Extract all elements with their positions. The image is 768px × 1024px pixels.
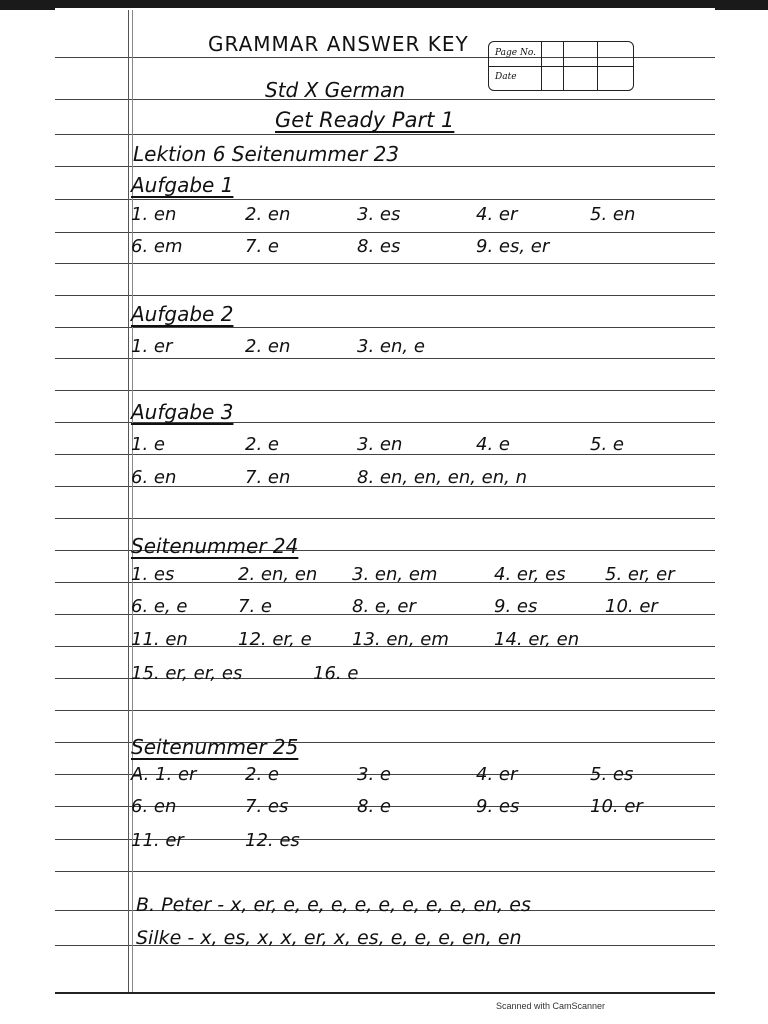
section-heading: Aufgabe 2 — [131, 302, 234, 326]
answer-item: 3. en, e — [357, 336, 425, 357]
section-heading: Seitenummer 24 — [131, 534, 299, 558]
part-title: Get Ready Part 1 — [275, 108, 455, 132]
answer-item: 8. e, er — [352, 596, 416, 617]
page-box-divider — [489, 66, 633, 67]
answer-item: 1. es — [131, 564, 175, 585]
answer-item: 9. es, er — [476, 236, 550, 257]
part-b-line: Silke - x, es, x, x, er, x, es, e, e, e, en, en — [136, 927, 522, 949]
page-subtitle: Std X German — [265, 78, 406, 102]
ruled-line — [55, 518, 715, 519]
answer-item: 4. e — [476, 434, 510, 455]
answer-item: 2. en — [245, 204, 291, 225]
answer-item: 16. e — [313, 663, 359, 684]
page-box-col — [597, 42, 598, 90]
answer-item: 4. er — [476, 204, 518, 225]
answer-item: 3. en, em — [352, 564, 438, 585]
ruled-line — [55, 263, 715, 264]
page-date-box — [488, 41, 634, 91]
answer-item: 3. e — [357, 764, 391, 785]
lektion-line: Lektion 6 Seitenummer 23 — [133, 142, 400, 166]
answer-item: 6. en — [131, 796, 177, 817]
answer-item: 12. es — [245, 830, 300, 851]
answer-item: 7. e — [245, 236, 279, 257]
answer-item: 2. en, en — [238, 564, 318, 585]
answer-item: 15. er, er, es — [131, 663, 243, 684]
answer-item: 11. er — [131, 830, 184, 851]
answer-item: A. 1. er — [131, 764, 197, 785]
section-heading: Aufgabe 1 — [131, 173, 234, 197]
ruled-line — [55, 871, 715, 872]
answer-item: 8. es — [357, 236, 401, 257]
answer-item: 2. e — [245, 764, 279, 785]
ruled-line — [55, 232, 715, 233]
answer-item: 3. en — [357, 434, 403, 455]
answer-item: 10. er — [605, 596, 658, 617]
answer-item: 9. es — [476, 796, 520, 817]
answer-item: 7. en — [245, 467, 291, 488]
page-no-label: Page No. — [495, 48, 536, 58]
part-b-line: B. Peter - x, er, e, e, e, e, e, e, e, e, en, es — [136, 894, 531, 916]
ruled-line — [55, 199, 715, 200]
answer-item: 5. er, er — [605, 564, 675, 585]
ruled-line — [55, 327, 715, 328]
answer-item: 4. er, es — [494, 564, 566, 585]
answer-item: 7. es — [245, 796, 289, 817]
answer-item: 3. es — [357, 204, 401, 225]
answer-item: 5. es — [590, 764, 634, 785]
answer-item: 7. e — [238, 596, 272, 617]
ruled-line — [55, 295, 715, 296]
page-box-col — [541, 42, 542, 90]
page-bottom-edge — [55, 992, 715, 994]
answer-item: 12. er, e — [238, 629, 312, 650]
answer-item: 1. er — [131, 336, 173, 357]
answer-item: 1. en — [131, 204, 177, 225]
date-label: Date — [495, 72, 517, 82]
scanner-watermark: Scanned with CamScanner — [496, 1001, 606, 1011]
ruled-line — [55, 166, 715, 167]
ruled-line — [55, 358, 715, 359]
answer-item: 9. es — [494, 596, 538, 617]
answer-item: 10. er — [590, 796, 643, 817]
margin-line — [128, 10, 129, 992]
answer-item: 8. e — [357, 796, 391, 817]
ruled-line — [55, 134, 715, 135]
ruled-line — [55, 710, 715, 711]
answer-item: 2. e — [245, 434, 279, 455]
answer-item: 13. en, em — [352, 629, 449, 650]
answer-item: 4. er — [476, 764, 518, 785]
answer-item: 6. en — [131, 467, 177, 488]
section-heading: Seitenummer 25 — [131, 735, 299, 759]
page-box-col — [563, 42, 564, 90]
answer-item: 14. er, en — [494, 629, 580, 650]
section-heading: Aufgabe 3 — [131, 400, 234, 424]
answer-item: 5. e — [590, 434, 624, 455]
answer-item: 2. en — [245, 336, 291, 357]
page-title: GRAMMAR ANSWER KEY — [208, 32, 469, 56]
answer-item: 8. en, en, en, en, n — [357, 467, 528, 488]
answer-item: 11. en — [131, 629, 188, 650]
answer-item: 6. e, e — [131, 596, 188, 617]
answer-item: 5. en — [590, 204, 636, 225]
answer-item: 6. em — [131, 236, 183, 257]
ruled-line — [55, 390, 715, 391]
answer-item: 1. e — [131, 434, 165, 455]
